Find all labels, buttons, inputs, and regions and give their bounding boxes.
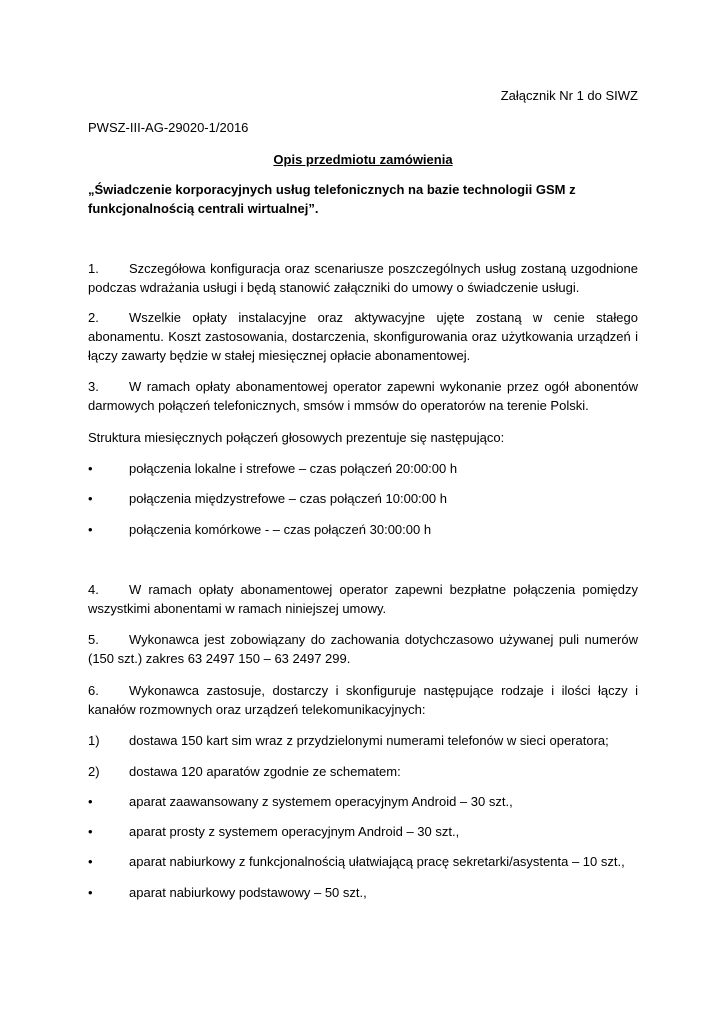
point-4 bbox=[88, 580, 638, 618]
bullet-icon: • bbox=[88, 522, 93, 537]
bullet-icon: • bbox=[88, 885, 93, 900]
order-subject: „Świadczenie korporacyjnych usług telefonicznych na bazie technologii GSM z funkcjonalnością centrali wirtualnej”. bbox=[88, 182, 576, 216]
call-item-text: połączenia lokalne i strefowe – czas połączeń 20:00:00 h bbox=[129, 461, 458, 476]
call-item-text: połączenia międzystrefowe – czas połączeń 10:00:00 h bbox=[129, 491, 447, 506]
point-number: 1. bbox=[88, 261, 99, 276]
point-number: 4. bbox=[88, 582, 99, 597]
device-item-text: aparat prosty z systemem operacyjnym Android – 30 szt., bbox=[129, 824, 460, 839]
point-text: W ramach opłaty abonamentowej operator zapewni bezpłatne połączenia pomiędzy wszystkimi abonentami w ramach niniejszej umowy. bbox=[88, 582, 638, 616]
reference-number: PWSZ-III-AG-29020-1/2016 bbox=[88, 120, 249, 135]
device-item bbox=[88, 792, 638, 811]
device-item-text: aparat nabiurkowy podstawowy – 50 szt., bbox=[129, 885, 367, 900]
bullet-icon: • bbox=[88, 491, 93, 506]
point-number: 5. bbox=[88, 632, 99, 647]
point-text: Wykonawca jest zobowiązany do zachowania dotychczasowo używanej puli numerów (150 szt.) zakres 63 2497 150 – 63 2497 299. bbox=[88, 632, 638, 666]
point-number: 3. bbox=[88, 379, 99, 394]
document-page bbox=[88, 0, 638, 1024]
delivery-number: 1) bbox=[88, 733, 100, 748]
bullet-icon: • bbox=[88, 461, 93, 476]
point-text: Wszelkie opłaty instalacyjne oraz aktywacyjne ujęte zostaną w cenie stałego abonamentu. Koszt zastosowania, dostarczenia, skonfigurowania oraz użytkowania urządzeń i łączy zawarty będzie w stałej miesięcznej opłacie abonamentowej. bbox=[88, 310, 638, 363]
point-text: Szczegółowa konfiguracja oraz scenariusze poszczególnych usług zostaną uzgodnione podczas wdrażania usługi i będą stanowić załączniki do umowy o świadczenie usługi. bbox=[88, 261, 638, 295]
delivery-item-text: dostawa 150 kart sim wraz z przydzielonymi numerami telefonów w sieci operatora; bbox=[129, 733, 609, 748]
call-item bbox=[88, 520, 638, 539]
delivery-item bbox=[88, 762, 638, 781]
delivery-item-text: dostawa 120 aparatów zgodnie ze schematem: bbox=[129, 764, 401, 779]
call-item bbox=[88, 489, 638, 508]
call-item bbox=[88, 459, 638, 478]
device-item bbox=[88, 822, 638, 841]
point-3 bbox=[88, 377, 638, 415]
point-number: 6. bbox=[88, 683, 99, 698]
point-2 bbox=[88, 308, 638, 365]
point-text: Wykonawca zastosuje, dostarczy i skonfiguruje następujące rodzaje i ilości łączy i kanałów rozmownych oraz urządzeń telekomunikacyjnych: bbox=[88, 683, 638, 717]
delivery-number: 2) bbox=[88, 764, 100, 779]
attachment-label: Załącznik Nr 1 do SIWZ bbox=[500, 88, 638, 103]
point-number: 2. bbox=[88, 310, 99, 325]
delivery-item bbox=[88, 731, 638, 750]
point-1 bbox=[88, 259, 638, 297]
call-item-text: połączenia komórkowe - – czas połączeń 30:00:00 h bbox=[129, 522, 432, 537]
bullet-icon: • bbox=[88, 854, 93, 869]
point-text: W ramach opłaty abonamentowej operator zapewni wykonanie przez ogół abonentów darmowych połączeń telefonicznych, smsów i mmsów do operatorów na terenie Polski. bbox=[88, 379, 638, 413]
device-item bbox=[88, 883, 638, 902]
point-6 bbox=[88, 681, 638, 719]
device-item bbox=[88, 852, 638, 871]
document-title: Opis przedmiotu zamówienia bbox=[273, 152, 453, 167]
point-5 bbox=[88, 630, 638, 668]
bullet-icon: • bbox=[88, 794, 93, 809]
structure-intro: Struktura miesięcznych połączeń głosowych prezentuje się następująco: bbox=[88, 430, 505, 445]
bullet-icon: • bbox=[88, 824, 93, 839]
device-item-text: aparat nabiurkowy z funkcjonalnością ułatwiającą pracę sekretarki/asystenta – 10 szt., bbox=[129, 854, 625, 869]
device-item-text: aparat zaawansowany z systemem operacyjnym Android – 30 szt., bbox=[129, 794, 513, 809]
